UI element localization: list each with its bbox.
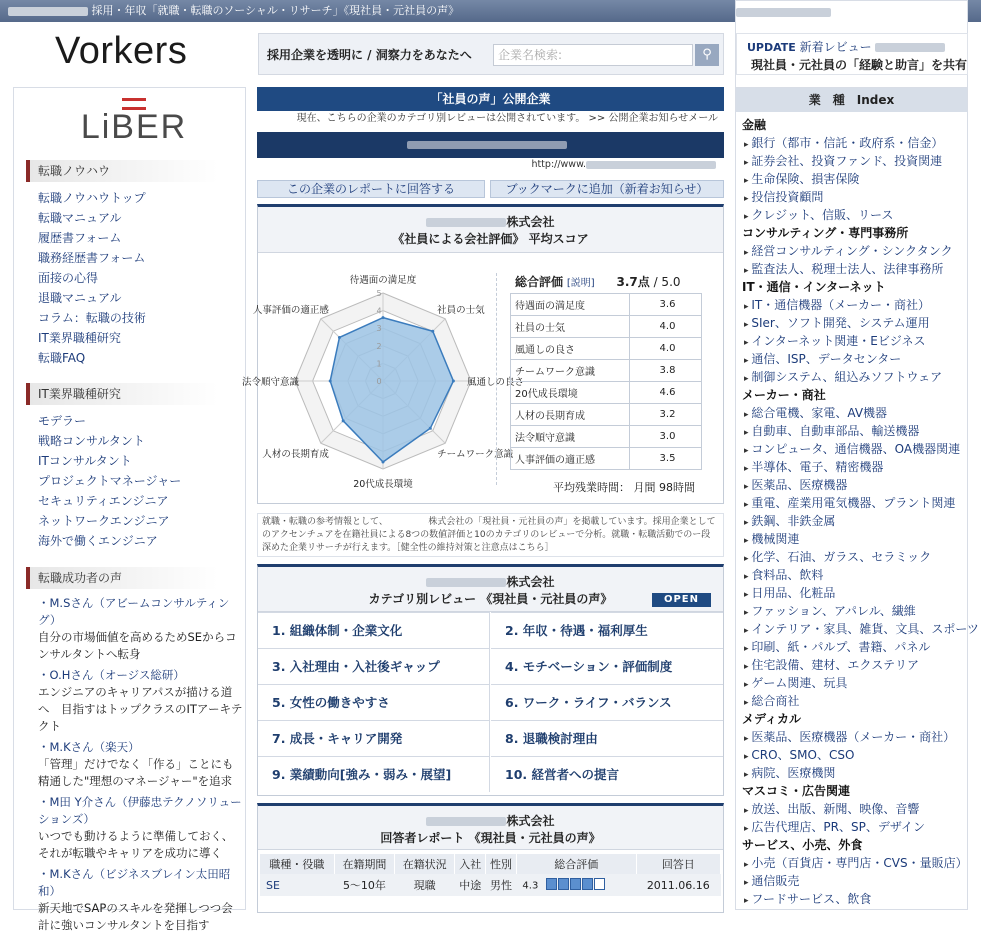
voice-name[interactable]: ・M.Sさん（アビームコンサルティング） (38, 596, 230, 627)
sidebar-link[interactable] (38, 491, 181, 511)
voice-name[interactable]: ・M田 Y介さん（伊藤忠テクノソリューションズ） (38, 795, 242, 826)
index-item[interactable]: ▸ 生命保険、損害保険 (742, 170, 962, 188)
index-item[interactable]: ▸ 食料品、飲料 (742, 566, 962, 584)
index-item[interactable]: ▸ 証券会社、投資ファンド、投資関連 (742, 152, 962, 170)
index-category: サービス、小売、外食 (742, 838, 863, 852)
index-item[interactable]: ▸ 経営コンサルティング・シンクタンク (742, 242, 962, 260)
overall-label: 総合評価 (515, 275, 564, 289)
index-item[interactable]: ▸ ファッション、アパレル、繊維 (742, 602, 962, 620)
index-item[interactable]: ▸ 半導体、電子、精密機器 (742, 458, 962, 476)
sidebar-link[interactable] (38, 531, 181, 551)
radar-data-point (338, 336, 341, 339)
report-header (258, 806, 723, 850)
liber-logo[interactable] (74, 98, 194, 148)
column-header: 性別 (486, 854, 517, 874)
report-date: 2011.06.16 (636, 874, 720, 896)
left-sidebar (13, 87, 246, 932)
url-text: http://www. (531, 159, 586, 170)
overall-max: / 5.0 (653, 275, 681, 289)
index-item[interactable]: ▸ 医薬品、医療機器（メーカー・商社） (742, 728, 962, 746)
score-label: 風通しの良さ (511, 338, 630, 360)
index-category: 金融 (742, 118, 767, 132)
update-subtitle: 現社員・元社員の「経験と助言」を共有 (751, 58, 968, 72)
report-score (516, 874, 636, 896)
knowhow-nav (38, 188, 146, 368)
voice-name[interactable]: ・M.Kさん（ビジネスブレイン太田昭和） (38, 867, 231, 898)
category-review-header (258, 567, 723, 612)
site-name-obscured (8, 7, 88, 16)
index-item[interactable]: ▸ CRO、SMO、CSO (742, 746, 962, 764)
sidebar-link[interactable] (38, 268, 146, 288)
score-value: 3.5 (630, 448, 702, 470)
score-label: 社員の士気 (511, 316, 630, 338)
sidebar-link[interactable] (38, 411, 181, 431)
review-company: 株式会社 (506, 575, 555, 589)
radar-tick-label: 5 (376, 289, 382, 298)
sidebar-link-label[interactable]: 職務経歴書フォーム (38, 251, 146, 265)
bookmark-button[interactable]: ブックマークに追加（新着お知らせ） (490, 180, 724, 198)
index-item[interactable]: ▸ 医薬品、医療機器 (742, 476, 962, 494)
list-item[interactable] (38, 866, 243, 934)
score-value: 4.6 (630, 382, 702, 404)
radar-tick-label: 4 (376, 306, 382, 316)
url-obscured (586, 161, 716, 169)
overall-score (515, 273, 681, 290)
index-item[interactable]: ▸ 病院、医療機関 (742, 764, 962, 782)
score-bar-cell (594, 878, 605, 890)
category-review-panel (257, 564, 724, 796)
index-category: マスコミ・広告関連 (742, 784, 851, 798)
index-item[interactable]: ▸ フードサービス、飲食 (742, 890, 962, 908)
liber-wordmark: LiBER (80, 108, 188, 146)
score-title: 《社員による会社評価》 平均スコア (392, 232, 589, 246)
sidebar-link[interactable] (38, 451, 181, 471)
sidebar-link-label[interactable]: 面接の心得 (38, 271, 99, 285)
table-row (511, 426, 702, 448)
respondent-report-panel (257, 803, 724, 913)
public-notice[interactable]: 現在、こちらの企業のカテゴリ別レビューは公開されています。 >> 公開企業お知らせメール (296, 113, 718, 124)
radar-data-point (429, 427, 432, 430)
index-item[interactable]: ▸ 住宅設備、建材、エクステリア (742, 656, 962, 674)
table-row (511, 316, 702, 338)
company-obscured (426, 578, 506, 587)
category-link[interactable]: 10. 経営者への提言 (491, 756, 723, 792)
score-company: 株式会社 (506, 215, 555, 229)
report-table-header (260, 854, 721, 874)
score-value: 3.8 (630, 360, 702, 382)
index-item[interactable]: ▸ 日用品、化粧品 (742, 584, 962, 602)
index-item[interactable]: ▸ ゲーム関連、玩具 (742, 674, 962, 692)
sidebar-link-label[interactable]: 転職ノウハウトップ (38, 191, 146, 205)
index-item[interactable]: ▸ 重電、産業用電気機器、プラント関連 (742, 494, 962, 512)
voice-name[interactable]: ・M.Kさん（楽天） (38, 740, 140, 754)
company-obscured (426, 817, 506, 826)
sidebar-link-label[interactable]: IT業界職種研究 (38, 331, 121, 345)
index-item[interactable]: ▸ 制御システム、組込みソフトウェア (742, 368, 962, 386)
category-link[interactable]: 2. 年収・待遇・福利厚生 (491, 612, 723, 648)
voice-text: 自分の市場価値を高めるためSEからコンサルタントへ転身 (38, 630, 237, 661)
company-name-obscured (407, 141, 567, 149)
radar-data-point (452, 380, 455, 383)
report-company: 株式会社 (506, 814, 555, 828)
separator: / (834, 5, 839, 18)
company-name-bar (257, 132, 724, 158)
voice-text: 「管理」だけでなく「作る」ことにも精通した"理想のマネージャー"を追求 (38, 757, 234, 788)
radar-axis-label: 待遇面の満足度 (349, 275, 417, 286)
index-item[interactable]: ▸ 機械関連 (742, 530, 962, 548)
search-input[interactable]: 企業名検索: (493, 44, 693, 66)
score-label: 人材の長期育成 (511, 404, 630, 426)
column-header: 在籍期間 (334, 854, 394, 874)
search-icon[interactable]: ⚲ (695, 44, 719, 66)
public-company-heading: 「社員の声」公開企業 (257, 87, 724, 111)
report-role[interactable]: SE (260, 874, 334, 896)
sidebar-link-label[interactable]: 戦略コンサルタント (38, 434, 145, 448)
sidebar-link-label[interactable]: コラム：転職の技術 (38, 311, 146, 325)
radar-data-point (329, 380, 332, 383)
index-item[interactable]: ▸ 広告代理店、PR、SP、デザイン (742, 818, 962, 836)
table-row (511, 448, 702, 470)
sidebar-link[interactable] (38, 308, 146, 328)
index-item[interactable]: ▸ 鉄鋼、非鉄金属 (742, 512, 962, 530)
sidebar-link-label[interactable]: 履歴書フォーム (38, 231, 122, 245)
sidebar-link-label[interactable]: 退職マニュアル (38, 291, 122, 305)
divider (496, 273, 497, 485)
index-item[interactable]: ▸ 銀行（都市・信託・政府系・信金） (742, 134, 962, 152)
column-header: 職種・役職 (260, 854, 334, 874)
industry-index-title: 業 種 Index (736, 88, 967, 112)
radar-data-point (382, 460, 385, 463)
index-item[interactable]: ▸ SIer、ソフト開発、システム運用 (742, 314, 962, 332)
radar-data-point (342, 419, 345, 422)
index-category: IT・通信・インターネット (742, 280, 886, 294)
score-value: 3.2 (630, 404, 702, 426)
sidebar-link-label[interactable]: 海外で働くエンジニア (38, 534, 158, 548)
index-item[interactable]: ▸ 放送、出版、新聞、映像、音響 (742, 800, 962, 818)
voice-text: いつでも動けるように準備しておく、それが転職やキャリアを成功に導く (38, 829, 234, 860)
score-label: 待遇面の満足度 (511, 294, 630, 316)
radar-axis-label: 社員の士気 (437, 304, 485, 316)
section-heading-voices: 転職成功者の声 (26, 567, 218, 589)
sidebar-link-label[interactable]: ネットワークエンジニア (38, 514, 170, 528)
score-value: 3.6 (630, 294, 702, 316)
score-panel (241, 204, 724, 504)
site-logo[interactable]: Vorkers (55, 30, 188, 72)
score-label: 20代成長環境 (511, 382, 630, 404)
column-header: 入社 (455, 854, 486, 874)
table-row (511, 382, 702, 404)
section-heading-knowhow: 転職ノウハウ (26, 160, 218, 182)
index-category: メディカル (742, 712, 802, 726)
score-label: 法令順守意識 (511, 426, 630, 448)
column-header: 回答日 (636, 854, 720, 874)
section-heading-it-jobs: IT業界職種研究 (26, 383, 218, 405)
update-banner[interactable] (736, 33, 968, 75)
score-bar-cell (582, 878, 593, 890)
index-item[interactable]: ▸ 小売（百貨店・専門店・CVS・量販店） (742, 854, 962, 872)
index-item[interactable]: ▸ 通信販売 (742, 872, 962, 890)
radar-axis-label: 風通しの良さ (467, 377, 525, 388)
site-tagline: 採用・年収「就職・転職のソーシャル・リサーチ」《現社員・元社員の声》 (91, 4, 460, 17)
index-item[interactable]: ▸ インターネット関連・Eビジネス (742, 332, 962, 350)
report-gender: 男性 (486, 874, 517, 896)
index-item[interactable]: ▸ IT・通信機器（メーカー・商社） (742, 296, 962, 314)
sidebar-link-label[interactable]: 転職FAQ (38, 351, 86, 365)
score-value: 3.0 (630, 426, 702, 448)
overtime-hours: 平均残業時間： 月間 98時間 (553, 481, 695, 494)
radar-axis-label: 法令順守意識 (241, 377, 299, 388)
voice-name[interactable]: ・O.Hさん（オージス総研） (38, 668, 185, 682)
sidebar-link[interactable] (38, 188, 146, 208)
index-item[interactable]: ▸ インテリア・家具、雑貨、文具、スポーツ (742, 620, 962, 638)
radar-axis-label: チームワーク意識 (437, 449, 514, 461)
index-item[interactable]: ▸ 監査法人、税理士法人、法律事務所 (742, 260, 962, 278)
index-item[interactable]: ▸ 化学、石油、ガラス、セラミック (742, 548, 962, 566)
index-item[interactable]: ▸ 投信投資顧問 (742, 188, 962, 206)
industry-index-sidebar (735, 87, 979, 910)
search-box (258, 33, 724, 75)
score-value: 4.0 (630, 316, 702, 338)
login-link[interactable]: ログイン (841, 5, 886, 18)
radar-tick-label: 0 (376, 377, 382, 386)
index-item[interactable]: ▸ 印刷、紙・パルプ、書籍、パネル (742, 638, 962, 656)
sidebar-link[interactable] (38, 471, 181, 491)
category-link[interactable]: 7. 成長・キャリア開発 (258, 720, 490, 756)
radar-data-point (382, 316, 385, 319)
review-title: カテゴリ別レビュー 《現社員・元社員の声》 (368, 592, 613, 606)
sidebar-link[interactable] (38, 348, 146, 368)
category-link[interactable]: 1. 組織体制・企業文化 (258, 612, 490, 648)
overall-note-link[interactable]: [説明] (566, 278, 595, 289)
radar-data-point (431, 330, 434, 333)
list-item[interactable] (38, 595, 243, 663)
industry-index-list (742, 116, 979, 908)
column-header: 在籍状況 (395, 854, 455, 874)
answer-report-button[interactable]: この企業のレポートに回答する (257, 180, 485, 198)
radar-axis-label: 人材の長期育成 (262, 449, 329, 461)
index-item[interactable]: ▸ 通信、ISP、データセンター (742, 350, 962, 368)
category-link[interactable]: 3. 入社理由・入社後ギャップ (258, 648, 490, 684)
index-category: コンサルティング・専門事務所 (742, 226, 909, 240)
report-title: 回答者レポート 《現社員・元社員の声》 (380, 831, 601, 845)
category-link[interactable]: 9. 業績動向[強み・弱み・展望] (258, 756, 490, 792)
score-panel-header (258, 207, 723, 253)
index-item[interactable]: ▸ クレジット、信販、リース (742, 206, 962, 224)
radar-chart (241, 259, 525, 499)
sidebar-link[interactable] (38, 328, 146, 348)
score-bar (546, 878, 606, 893)
radar-tick-label: 3 (376, 324, 382, 334)
index-category: メーカー・商社 (742, 388, 826, 402)
radar-axis-label: 20代成長環境 (353, 479, 413, 490)
list-item[interactable] (38, 739, 243, 790)
report-score-value: 4.3 (522, 880, 539, 891)
sidebar-link[interactable] (38, 431, 181, 451)
report-status: 現職 (395, 874, 455, 896)
table-row[interactable] (260, 874, 721, 896)
report-period: 5～10年 (334, 874, 394, 896)
sidebar-link[interactable] (38, 228, 146, 248)
success-voices-list (38, 595, 243, 938)
open-badge: OPEN (652, 593, 711, 607)
sidebar-link-label[interactable]: モデラー (38, 414, 87, 428)
table-row (511, 294, 702, 316)
update-text: 新着レビュー (799, 40, 872, 54)
score-bar-cell (558, 878, 569, 890)
list-item[interactable] (38, 667, 243, 735)
company-description: 就職・転職の参考情報として、 株式会社の「現社員・元社員の声」を掲載しています。採用企業としてのアクセンチュアを在籍社員による8つの数値評価と10のカテゴリのレビューで分析。就職・転職活動でのー段深めた企業リサーチが行えます。［健全性の維持対策と注意点はこちら］ (257, 513, 724, 557)
company-url[interactable] (257, 158, 724, 172)
voice-text: エンジニアのキャリアパスが描ける道へ 目指すはトップクラスのITアーキテクト (38, 685, 243, 733)
table-row (511, 338, 702, 360)
user-name-obscured (736, 8, 831, 17)
it-jobs-nav (38, 411, 181, 551)
sidebar-link[interactable] (38, 248, 146, 268)
score-label: チームワーク意識 (511, 360, 630, 382)
report-table (260, 854, 721, 896)
table-row (511, 360, 702, 382)
sidebar-link[interactable] (38, 511, 181, 531)
category-link[interactable]: 6. ワーク・ライフ・バランス (491, 684, 723, 720)
score-bar-cell (570, 878, 581, 890)
score-table (510, 293, 702, 470)
index-item[interactable]: ▸ 総合商社 (742, 692, 962, 710)
report-entry: 中途 (455, 874, 486, 896)
radar-tick-label: 2 (376, 341, 382, 351)
sidebar-link-label[interactable]: セキュリティエンジニア (38, 494, 169, 508)
column-header: 総合評価 (516, 854, 636, 874)
overall-value: 3.7点 (616, 275, 650, 289)
sidebar-link-label[interactable]: ITコンサルタント (38, 454, 132, 468)
radar-axis-label: 人事評価の適正感 (252, 304, 329, 316)
category-link[interactable]: 8. 退職検討理由 (491, 720, 723, 756)
category-link[interactable]: 5. 女性の働きやすさ (258, 684, 490, 720)
update-label: UPDATE (747, 41, 796, 54)
search-tagline: 採用企業を透明に / 洞察力をあなたへ (267, 48, 472, 62)
index-item[interactable]: ▸ 自動車、自動車部品、輸送機器 (742, 422, 962, 440)
radar-tick-label: 1 (376, 359, 382, 369)
index-item[interactable]: ▸ コンピュータ、通信機器、OA機器関連 (742, 440, 962, 458)
update-date-obscured (875, 43, 945, 52)
sidebar-link[interactable] (38, 288, 146, 308)
list-item[interactable] (38, 794, 243, 862)
score-bar-cell (546, 878, 557, 890)
score-value: 4.0 (630, 338, 702, 360)
table-row (511, 404, 702, 426)
score-label: 人事評価の適正感 (511, 448, 630, 470)
sidebar-link[interactable] (38, 208, 146, 228)
sidebar-link-label[interactable]: プロジェクトマネージャー (38, 474, 182, 488)
company-obscured (426, 218, 506, 227)
voice-text: 新天地でSAPのスキルを発揮しつつ会計に強いコンサルタントを目指す (38, 901, 233, 932)
category-link[interactable]: 4. モチベーション・評価制度 (491, 648, 723, 684)
top-bar (0, 0, 981, 22)
index-item[interactable]: ▸ 総合電機、家電、AV機器 (742, 404, 962, 422)
sidebar-link-label[interactable]: 転職マニュアル (38, 211, 122, 225)
